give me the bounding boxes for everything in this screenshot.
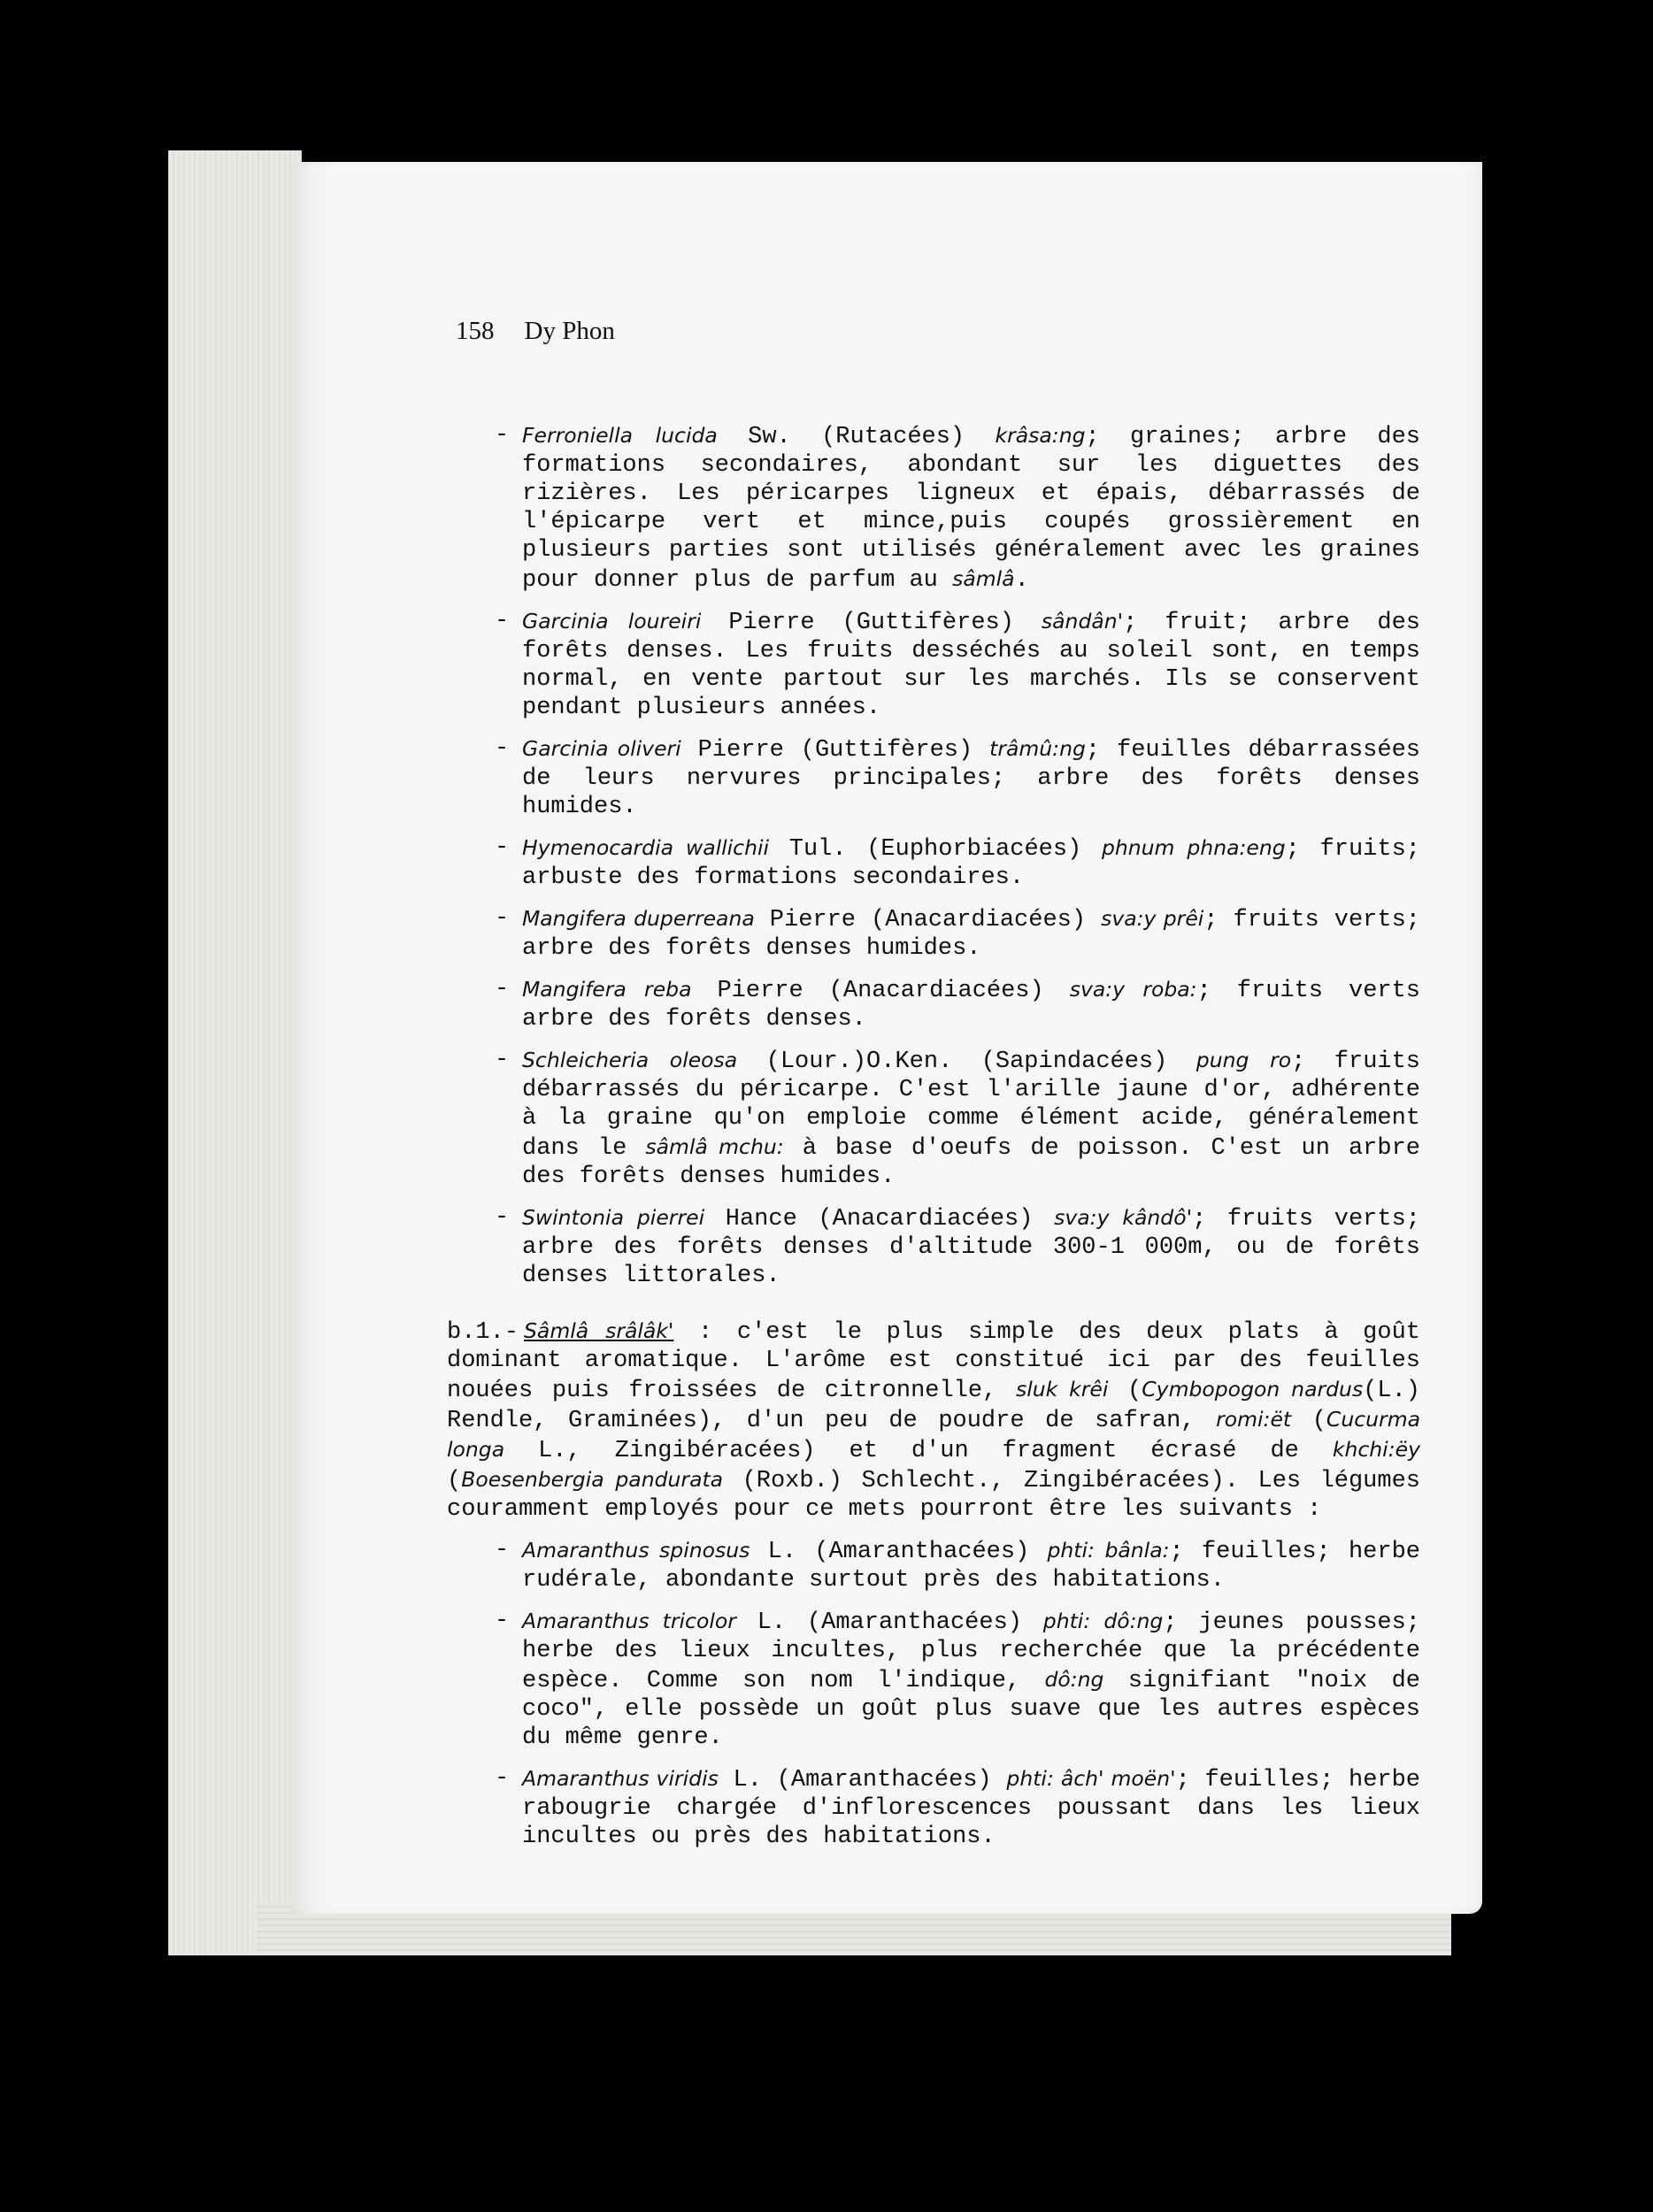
section-title: Sâmlâ srâlâk' [524, 1318, 674, 1343]
list-dash: - [495, 1537, 510, 1563]
list-dash: - [495, 834, 510, 861]
vernacular-name: phti: bânla: [1047, 1538, 1170, 1563]
list-dash: - [495, 1765, 510, 1792]
species-name: Mangifera reba [522, 977, 692, 1002]
species-name: Schleicheria oleosa [522, 1048, 738, 1072]
species-name: Mangifera duperreana [522, 906, 755, 931]
running-header [456, 317, 615, 346]
section-text: L., Zingibéracées) et d'un fragment écrasé de [504, 1438, 1333, 1464]
vernacular-name: trâmû:ng [989, 736, 1086, 761]
species-authority: L. (Amaranthacées) [750, 1539, 1048, 1565]
species-authority: Pierre (Anacardiacées) [754, 907, 1102, 933]
species-entry [482, 1046, 1420, 1191]
species-list-aromatic [482, 1536, 1420, 1851]
species-authority: L. (Amaranthacées) [718, 1767, 1007, 1793]
section-text: (Roxb.) Schlecht., Zingibéracées). Les légumes couramment employés pour ce mets pourront être les suivants : [447, 1468, 1420, 1523]
entry-text: . [1014, 567, 1029, 594]
section-text: : c'est le plus simple des deux plats à goût dominant aromatique. L'arôme est constitué ici par des feuilles nouées puis froissées de citronnelle, [447, 1319, 1420, 1404]
vernacular-name: phti: dô:ng [1042, 1609, 1164, 1633]
vernacular-name: pung ro [1196, 1048, 1292, 1072]
dish-name: sâmlâ mchu: [645, 1134, 784, 1159]
vernacular-name: phti: âch' moën' [1006, 1766, 1176, 1791]
species-authority: Pierre (Guttifères) [680, 737, 990, 764]
entry-text: ; fruits verts; arbre des forêts denses humides. [522, 907, 1420, 962]
list-dash: - [495, 422, 510, 449]
entry-text: ; fruit; arbre des forêts denses. Les fruits desséchés au soleil sont, en temps normal, en vente partout sur les marchés. Ils se conservent pendant plusieurs années. [522, 610, 1421, 721]
list-dash: - [495, 735, 510, 762]
vernacular-name: sva:y kândô' [1054, 1205, 1193, 1230]
species-name: Amaranthus tricolor [522, 1609, 736, 1633]
species-entry [482, 1764, 1420, 1851]
entry-text: ; feuilles; herbe rabougrie chargée d'inflorescences poussant dans les lieux incultes ou près des habitations. [522, 1767, 1421, 1850]
entry-text: signifiant "noix de coco", elle possède un goût plus suave que les autres espèces du même genre. [522, 1668, 1420, 1751]
entry-text: ; fruits verts arbre des forêts denses. [522, 978, 1420, 1033]
species-authority: Tul. (Euphorbiacées) [769, 836, 1102, 863]
vernacular-name: sva:y roba: [1069, 977, 1197, 1002]
vernacular-name: sluk krêi [1015, 1377, 1109, 1402]
list-dash: - [495, 1608, 510, 1634]
section-text: ( [1108, 1378, 1142, 1404]
species-name: Cymbopogon nardus [1142, 1377, 1364, 1402]
entry-text: ; graines; arbre des formations secondaires, abondant sur les diguettes des rizières. Les péricarpes ligneux et épais, débarrassés de l'épicarpe vert et mince,puis coupés grossièrement en plusieurs parties sont utilisés généralement avec les graines pour donner plus de parfum au [522, 424, 1420, 594]
species-authority: Hance (Anacardiacées) [704, 1206, 1055, 1233]
species-authority: Sw. (Rutacées) [717, 424, 996, 450]
entry-text: à base d'oeufs de poisson. C'est un arbre des forêts denses humides. [522, 1135, 1420, 1190]
list-dash: - [495, 905, 510, 932]
vernacular-name: romi:ët [1216, 1407, 1292, 1432]
species-entry [482, 734, 1420, 821]
species-authority: L. (Amaranthacées) [735, 1609, 1043, 1636]
vernacular-name: krâsa:ng [995, 423, 1086, 448]
species-entry [482, 607, 1420, 722]
species-entry [482, 975, 1420, 1033]
list-dash: - [495, 976, 510, 1002]
vernacular-name: phnum phna:eng [1101, 835, 1286, 860]
species-authority: (Lour.)O.Ken. (Sapindacées) [737, 1048, 1196, 1075]
entry-text: ; feuilles; herbe rudérale, abondante surtout près des habitations. [522, 1539, 1420, 1594]
species-entry [482, 1203, 1420, 1290]
species-name: Cucurma longa [447, 1407, 1420, 1462]
entry-text: ; feuilles débarrassées de leurs nervures principales; arbre des forêts denses humides. [522, 737, 1420, 820]
author-name: Dy Phon [524, 317, 615, 345]
dish-name: sâmlâ [952, 566, 1015, 591]
species-name: Hymenocardia wallichii [522, 835, 770, 860]
page-number: 158 [456, 317, 495, 345]
list-dash: - [495, 1204, 510, 1231]
section-label: b.1.- [447, 1319, 519, 1346]
vernacular-name: sândân' [1041, 609, 1124, 634]
section-text: (L.) Rendle, Graminées), d'un peu de poudre de safran, [447, 1378, 1420, 1434]
species-entry [482, 1536, 1420, 1594]
page-stack-edges [168, 150, 302, 1955]
species-entry [482, 833, 1420, 892]
species-name: Garcinia loureiri [522, 609, 702, 634]
entry-text: ; fruits verts; arbre des forêts denses d'altitude 300-1 000m, ou de forêts denses littorales. [522, 1206, 1420, 1289]
species-name: Boesenbergia pandurata [461, 1467, 724, 1492]
entry-text: ; jeunes pousses; herbe des lieux incultes, plus recherchée que la précédente espèce. Comme son nom l'indique, [522, 1609, 1421, 1694]
vernacular-name: sva:y prêi [1101, 906, 1204, 931]
species-entry [482, 904, 1420, 963]
entry-text: ; fruits; arbuste des formations secondaires. [522, 836, 1420, 891]
species-list-acidic [482, 421, 1420, 1290]
species-name: Ferroniella lucida [522, 423, 718, 448]
entry-text: ; fruits débarrassés du péricarpe. C'est l'arille jaune d'or, adhérente à la graine qu'on emploie comme élément acide, généralement dans le [522, 1048, 1421, 1162]
list-dash: - [495, 608, 510, 634]
page-content [447, 421, 1421, 1863]
vernacular-name: khchi:ëy [1332, 1437, 1420, 1462]
dish-name: dô:ng [1044, 1667, 1104, 1692]
species-name: Amaranthus spinosus [522, 1538, 750, 1563]
section-b1 [447, 1317, 1420, 1524]
section-text: ( [447, 1468, 462, 1494]
species-name: Swintonia pierrei [522, 1205, 705, 1230]
list-dash: - [495, 1047, 510, 1073]
section-text: ( [1291, 1408, 1326, 1434]
species-entry [482, 421, 1420, 595]
species-entry [482, 1607, 1420, 1752]
species-authority: Pierre (Guttifères) [701, 610, 1042, 636]
species-name: Amaranthus viridis [522, 1766, 719, 1791]
species-authority: Pierre (Anacardiacées) [691, 978, 1070, 1004]
species-name: Garcinia oliveri [522, 736, 681, 761]
